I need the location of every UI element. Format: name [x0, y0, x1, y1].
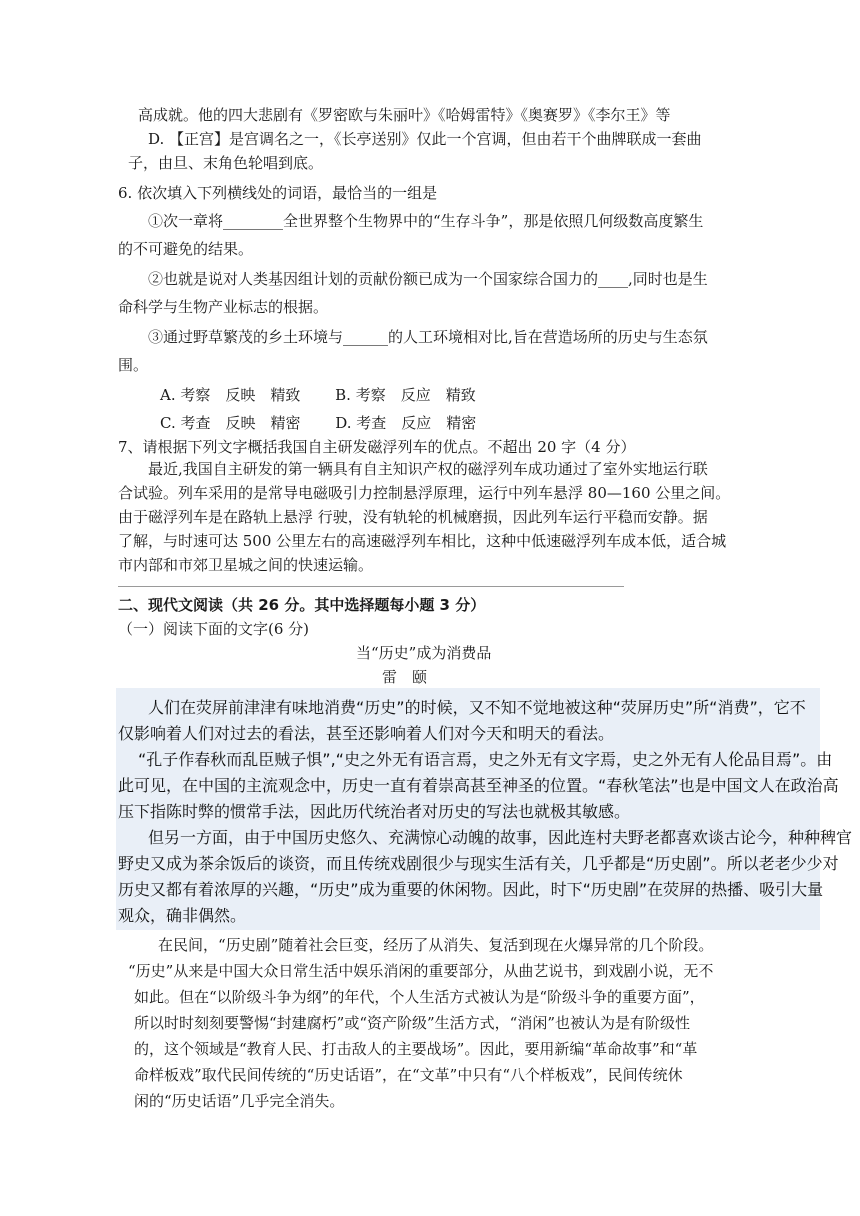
option-d-line: D. 【正宫】是宫调名之一，《长亭送别》仅此一个宫调，但由若干个曲牌联成一套曲	[148, 130, 702, 148]
passage-line: 的，这个领域是“教育人民、打击敌人的主要战场”。因此，要用新编“革命故事”和“革	[134, 1040, 698, 1058]
question-7-stem: 7、请根据下列文字概括我国自主研发磁浮列车的优点。不超出 20 字（4 分）	[118, 438, 636, 456]
passage-line: 闲的“历史话语”几乎完全消失。	[134, 1092, 345, 1110]
passage-line: 野史又成为茶余饭后的谈资，而且传统戏剧很少与现实生活有关，几乎都是“历史剧”。所以老老少少对	[118, 854, 839, 873]
q6-options-ab: A. 考察 反映 精致 B. 考察 反应 精致	[160, 386, 476, 404]
passage-line: 如此。但在“以阶级斗争为纲”的年代，个人生活方式被认为是“阶级斗争的重要方面”，	[134, 988, 705, 1006]
article-title: 当“历史”成为消费品	[356, 644, 492, 662]
q6-sentence-2-cont: 命科学与生物产业标志的根据。	[118, 298, 329, 316]
q7-passage-line: 最近,我国自主研发的第一辆具有自主知识产权的磁浮列车成功通过了室外实地运行联	[148, 460, 708, 478]
passage-line: 人们在荧屏前津津有味地消费“历史”的时候，又不知不觉地被这种“荧屏历史”所“消费”，它不	[148, 698, 806, 717]
passage-line: 所以时时刻刻要警惕“封建腐朽”或“资产阶级”生活方式，“消闲”也被认为是有阶级性	[134, 1014, 691, 1032]
q6-options-cd: C. 考查 反映 精密 D. 考查 反应 精密	[160, 414, 477, 432]
article-author: 雷 颐	[382, 668, 428, 686]
sub-section-heading: （一）阅读下面的文字(6 分)	[118, 620, 310, 638]
section-divider	[118, 586, 624, 587]
question-6-stem: 6. 依次填入下列横线处的词语，最恰当的一组是	[118, 184, 438, 202]
passage-line: 仅影响着人们对过去的看法，甚至还影响着人们对今天和明天的看法。	[118, 724, 615, 743]
q6-sentence-3-cont: 围。	[118, 356, 149, 374]
passage-line: “历史”从来是中国大众日常生活中娱乐消闲的重要部分，从曲艺说书，到戏剧小说，无不	[128, 962, 714, 980]
q7-passage-line: 了解，与时速可达 500 公里左右的高速磁浮列车相比，这种中低速磁浮列车成本低，适合城	[118, 532, 727, 550]
text-line: 高成就。他的四大悲剧有《罗密欧与朱丽叶》《哈姆雷特》《奥赛罗》《李尔王》等	[138, 106, 671, 124]
passage-line: 在民间，“历史剧”随着社会巨变，经历了从消失、复活到现在火爆异常的几个阶段。	[158, 936, 714, 954]
section-2-heading: 二、现代文阅读（共 26 分。其中选择题每小题 3 分）	[118, 596, 486, 614]
passage-line: 此可见，在中国的主流观念中，历史一直有着崇高甚至神圣的位置。“春秋笔法”也是中国文人在政治高	[118, 776, 839, 795]
passage-line: 压下指陈时弊的惯常手法，因此历代统治者对历史的写法也就极其敏感。	[118, 802, 631, 821]
q6-sentence-1: ①次一章将________全世界整个生物界中的“生存斗争”，那是依照几何级数高度繁生	[148, 212, 704, 230]
passage-line: 命样板戏”取代民间传统的“历史话语”，在“文革”中只有“八个样板戏”，民间传统休	[134, 1066, 683, 1084]
q6-sentence-2: ②也就是说对人类基因组计划的贡献份额已成为一个国家综合国力的____,同时也是生	[148, 270, 708, 288]
q7-passage-line: 市内部和市郊卫星城之间的快速运输。	[118, 556, 374, 574]
q6-sentence-3: ③通过野草繁茂的乡土环境与______的人工环境相对比,旨在营造场所的历史与生态氛	[148, 328, 708, 346]
q7-passage-line: 合试验。列车采用的是常导电磁吸引力控制悬浮原理，运行中列车悬浮 80—160 公里之间。	[118, 484, 731, 502]
passage-line: 历史又都有着浓厚的兴趣，“历史”成为重要的休闲物。因此，时下“历史剧”在荧屏的热播、吸引大量	[118, 880, 824, 899]
text-line: 子，由旦、末角色轮唱到底。	[128, 154, 324, 172]
q6-sentence-1-cont: 的不可避免的结果。	[118, 240, 254, 258]
passage-line: “孔子作春秋而乱臣贼子惧”,“史之外无有语言焉，史之外无有文字焉，史之外无有人伦品目焉”。由	[138, 750, 833, 769]
passage-line: 但另一方面，由于中国历史悠久、充满惊心动魄的故事，因此连村夫野老都喜欢谈古论今，种种稗官	[148, 828, 853, 847]
passage-line: 观众，确非偶然。	[118, 906, 247, 925]
q7-passage-line: 由于磁浮列车是在路轨上悬浮 行驶，没有轨轮的机械磨损，因此列车运行平稳而安静。据	[118, 508, 708, 526]
